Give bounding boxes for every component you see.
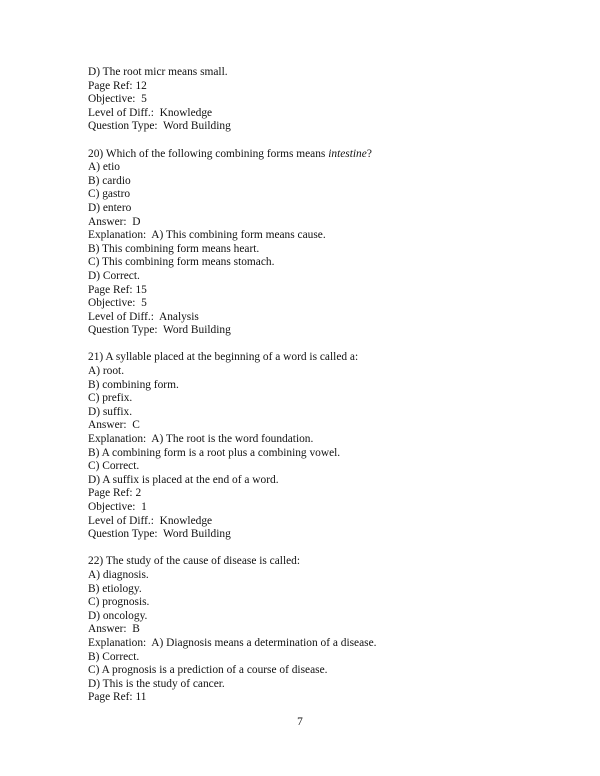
q20-stem <box>88 148 568 162</box>
q20-explanation-b: B) This combining form means heart. <box>88 242 260 255</box>
spacer <box>88 542 568 556</box>
q20-page-ref: Page Ref: 15 <box>88 283 147 296</box>
q20-option-a: A) etio <box>88 161 120 174</box>
q22-explanation-a: Explanation: A) Diagnosis means a determination of a disease. <box>88 636 377 649</box>
q20-type: Question Type: Word Building <box>88 324 231 337</box>
q21-explanation-b: B) A combining form is a root plus a combining vowel. <box>88 446 341 459</box>
page-number: 7 <box>297 716 303 728</box>
q22-explanation-d: D) This is the study of cancer. <box>88 677 225 690</box>
q20-option-d: D) entero <box>88 201 132 214</box>
q22-answer: Answer: B <box>88 623 140 636</box>
q20-stem-italic: intestine <box>328 147 367 160</box>
q22-explanation-b: B) Correct. <box>88 650 140 663</box>
q22-page-ref: Page Ref: 11 <box>88 691 147 704</box>
document-body <box>88 66 568 705</box>
q21-explanation-c: C) Correct. <box>88 460 140 473</box>
q21-type: Question Type: Word Building <box>88 528 231 541</box>
q21-objective: Objective: 1 <box>88 501 147 513</box>
q22-option-a: A) diagnosis. <box>88 568 149 581</box>
q19-answer-d: D) The root micr means small. <box>88 66 228 78</box>
q22-option-d: D) oncology. <box>88 609 148 622</box>
q20-stem-end: ? <box>366 147 372 160</box>
spacer <box>88 338 568 352</box>
q21-option-b: B) combining form. <box>88 378 179 391</box>
q21-option-d: D) suffix. <box>88 405 133 418</box>
q21-option-c: C) prefix. <box>88 392 133 405</box>
q21-explanation-a: Explanation: A) The root is the word foundation. <box>88 433 314 446</box>
q20-explanation-c: C) This combining form means stomach. <box>88 256 275 269</box>
q21-option-a: A) root. <box>88 365 125 378</box>
q21-level: Level of Diff.: Knowledge <box>88 514 213 527</box>
q22-option-b: B) etiology. <box>88 582 142 595</box>
q19-type: Question Type: Word Building <box>88 120 231 133</box>
q22-option-c: C) prognosis. <box>88 596 150 609</box>
q20-option-b: B) cardio <box>88 174 131 187</box>
q20-explanation-a: Explanation: A) This combining form means cause. <box>88 229 326 242</box>
q20-option-c: C) gastro <box>88 188 131 201</box>
q21-explanation-d: D) A suffix is placed at the end of a word. <box>88 473 279 486</box>
q19-level: Level of Diff.: Knowledge <box>88 106 213 119</box>
q19-objective: Objective: 5 <box>88 93 147 106</box>
spacer <box>88 134 568 148</box>
q22-explanation-c: C) A prognosis is a prediction of a course of disease. <box>88 664 328 677</box>
q19-page-ref: Page Ref: 12 <box>88 79 147 92</box>
q20-stem-text: 20) Which of the following combining forms means <box>88 147 329 160</box>
q20-objective: Objective: 5 <box>88 297 147 310</box>
q22-stem: 22) The study of the cause of disease is called: <box>88 555 301 568</box>
q21-answer: Answer: C <box>88 419 140 432</box>
q21-page-ref: Page Ref: 2 <box>88 487 142 500</box>
q20-answer: Answer: D <box>88 215 141 228</box>
q21-stem: 21) A syllable placed at the beginning of a word is called a: <box>88 351 359 364</box>
q20-level: Level of Diff.: Analysis <box>88 310 199 323</box>
q20-explanation-d: D) Correct. <box>88 269 140 282</box>
